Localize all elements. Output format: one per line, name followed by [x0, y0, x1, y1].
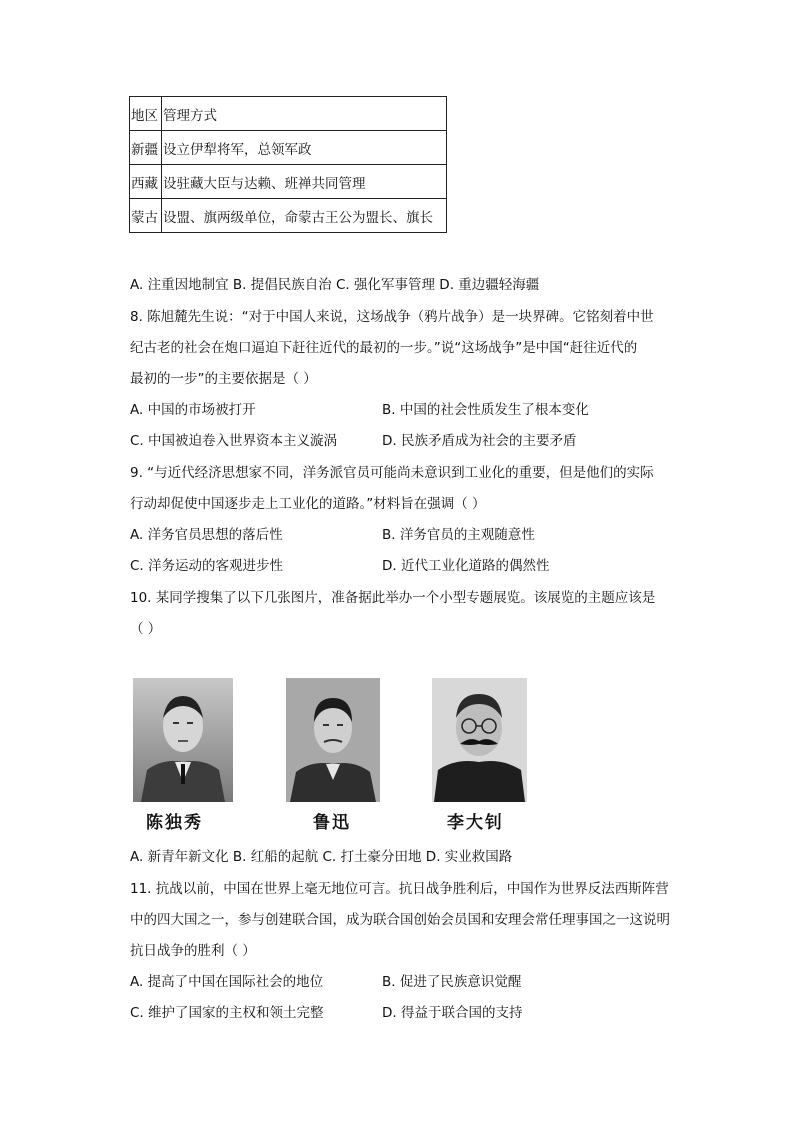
portrait-photo-li-dazhao	[432, 678, 527, 802]
q11-option-b: B. 促进了民族意识觉醒	[382, 974, 522, 990]
q11-stem-line: 中的四大国之一，参与创建联合国，成为联合国创始会员国和安理会常任理事国之一这说明	[130, 912, 670, 928]
table-row	[130, 131, 447, 165]
q8-stem-line: 8. 陈旭麓先生说：“对于中国人来说，这场战争（鸦片战争）是一块界碑。它铭刻着中世	[130, 309, 654, 325]
table-cell: 地区	[130, 97, 162, 131]
q9-option-c: C. 洋务运动的客观进步性	[130, 558, 284, 574]
q11-stem-line: 抗日战争的胜利（ ）	[130, 943, 256, 959]
q8-stem-line: 最初的一步”的主要依据是（ ）	[130, 371, 317, 387]
table-cell: 新疆	[130, 131, 162, 165]
table-row	[130, 165, 447, 199]
q8-option-b: B. 中国的社会性质发生了根本变化	[382, 402, 589, 418]
q9-stem-line: 行动却促使中国逐步走上工业化的道路。”材料旨在强调（ ）	[130, 496, 486, 512]
q9-option-b: B. 洋务官员的主观随意性	[382, 527, 535, 543]
table-cell: 蒙古	[130, 199, 162, 233]
q9-option-d: D. 近代工业化道路的偶然性	[382, 558, 550, 574]
table-cell: 西藏	[130, 165, 162, 199]
table-cell: 设立伊犁将军，总领军政	[162, 131, 447, 165]
q9-option-a: A. 洋务官员思想的落后性	[130, 527, 283, 543]
table-row	[130, 199, 447, 233]
q11-option-a: A. 提高了中国在国际社会的地位	[130, 974, 324, 990]
q8-option-d: D. 民族矛盾成为社会的主要矛盾	[382, 433, 577, 449]
table-cell: 设盟、旗两级单位，命蒙古王公为盟长、旗长	[162, 199, 447, 233]
table-cell: 设驻藏大臣与达赖、班禅共同管理	[162, 165, 447, 199]
portrait-photo-lu-xun	[286, 678, 380, 802]
q10-stem-line: 10. 某同学搜集了以下几张图片，准备据此举办一个小型专题展览。该展览的主题应该是	[130, 590, 656, 606]
q10-stem-line: （ ）	[130, 621, 162, 637]
q11-option-c: C. 维护了国家的主权和领土完整	[130, 1005, 324, 1021]
q11-stem-line: 11. 抗战以前，中国在世界上毫无地位可言。抗日战争胜利后，中国作为世界反法西斯阵营	[130, 881, 669, 897]
portrait-photo-chen-duxiu	[133, 678, 233, 802]
q8-stem-line: 纪古老的社会在炮口逼迫下赶往近代的最初的一步。”说“这场战争”是中国“赶往近代的	[130, 340, 638, 356]
q7-options: A. 注重因地制宜 B. 提倡民族自治 C. 强化军事管理 D. 重边疆轻海疆	[130, 277, 540, 293]
q9-stem-line: 9. “与近代经济思想家不同，洋务派官员可能尚未意识到工业化的重要，但是他们的实际	[130, 465, 654, 481]
table-cell: 管理方式	[162, 97, 447, 131]
q11-option-d: D. 得益于联合国的支持	[382, 1005, 523, 1021]
caption-li-dazhao: 李大钊	[447, 813, 504, 833]
caption-chen-duxiu: 陈独秀	[146, 813, 203, 833]
q8-option-a: A. 中国的市场被打开	[130, 402, 256, 418]
q8-option-c: C. 中国被迫卷入世界资本主义漩涡	[130, 433, 338, 449]
table-header-row	[130, 97, 447, 131]
region-management-table	[129, 96, 447, 233]
caption-lu-xun: 鲁迅	[313, 813, 351, 833]
q10-options: A. 新青年新文化 B. 红船的起航 C. 打土豪分田地 D. 实业救国路	[130, 849, 513, 865]
